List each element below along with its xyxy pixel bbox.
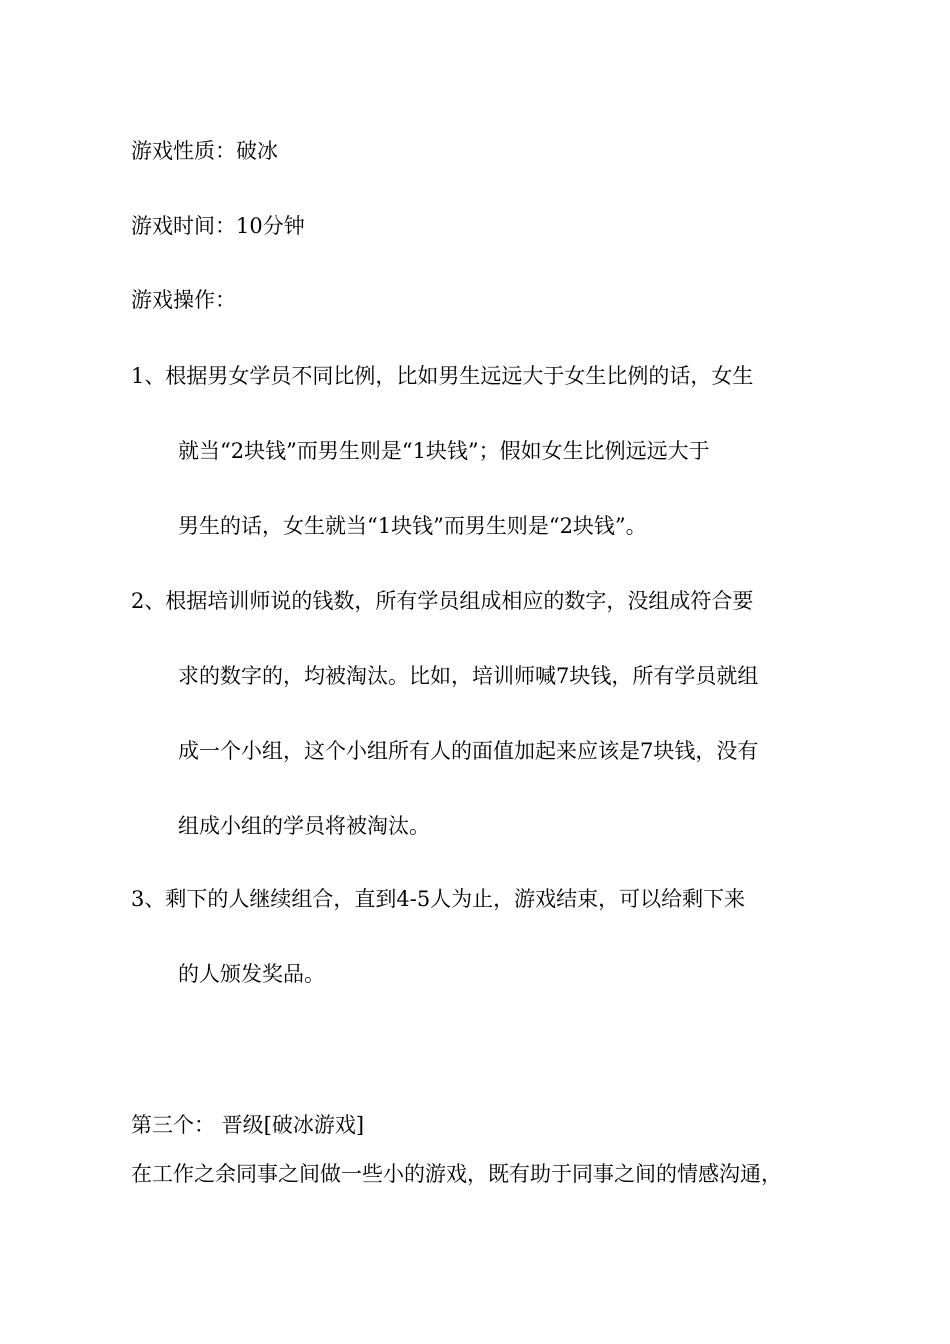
step-2-line-2: 求的数字的，均被淘汰。比如，培训师喊7块钱，所有学员就组 xyxy=(178,664,759,688)
game-operation-heading: 游戏操作： xyxy=(131,288,236,312)
step-2-line-3: 成一个小组，这个小组所有人的面值加起来应该是7块钱，没有 xyxy=(178,739,759,763)
step-1-line-1: 1、根据男女学员不同比例，比如男生远远大于女生比例的话，女生 xyxy=(131,364,754,388)
step-3-line-1: 3、剩下的人继续组合，直到4-5人为止，游戏结束，可以给剩下来 xyxy=(131,887,746,911)
step-1-line-2: 就当“2块钱”而男生则是“1块钱”；假如女生比例远远大于 xyxy=(178,439,710,463)
intro-paragraph-line: 在工作之余同事之间做一些小的游戏，既有助于同事之间的情感沟通， xyxy=(131,1162,782,1186)
game-nature-line: 游戏性质：破冰 xyxy=(131,139,278,163)
step-3-line-2: 的人颁发奖品。 xyxy=(178,962,325,986)
section-heading-third: 第三个： 晋级[破冰游戏] xyxy=(131,1113,365,1137)
game-time-line: 游戏时间：10分钟 xyxy=(131,214,305,238)
step-1-line-3: 男生的话，女生就当“1块钱”而男生则是“2块钱”。 xyxy=(178,514,647,538)
step-2-line-1: 2、根据培训师说的钱数，所有学员组成相应的数字，没组成符合要 xyxy=(131,589,754,613)
step-2-line-4: 组成小组的学员将被淘汰。 xyxy=(178,814,430,838)
